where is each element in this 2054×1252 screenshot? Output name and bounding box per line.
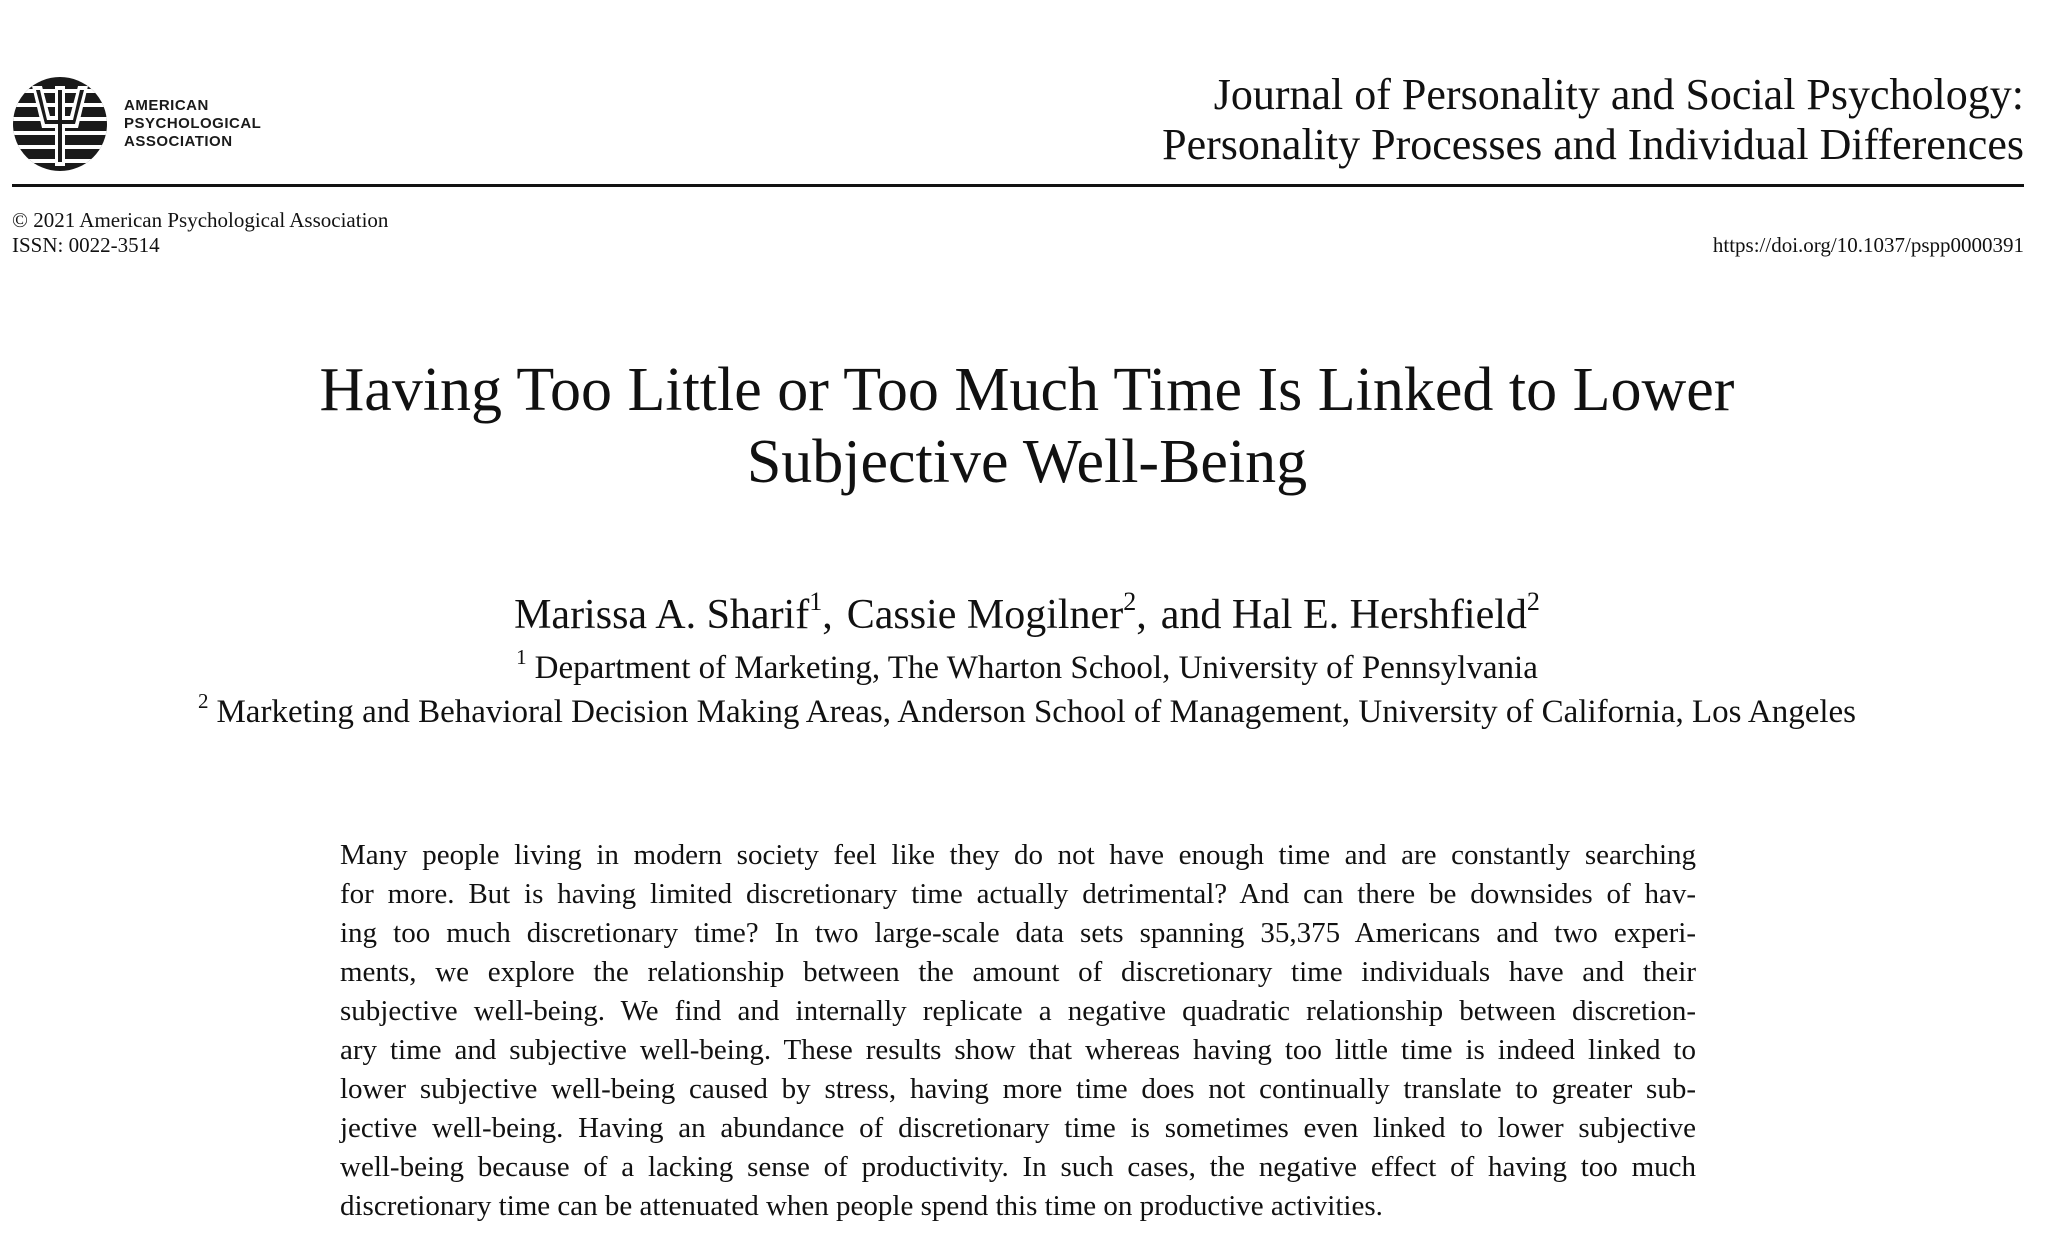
affiliation-marker: 1 (516, 645, 527, 669)
logo-line-1: AMERICAN (124, 97, 209, 114)
logo-wordmark (124, 97, 261, 151)
author-affiliation-marker: 2 (1526, 587, 1540, 616)
author-affiliation-marker: 2 (1123, 587, 1137, 616)
author-name: Cassie Mogilner (846, 592, 1124, 638)
logo-line-2: PSYCHOLOGICAL (124, 115, 262, 132)
abstract-line: discretionary time can be attenuated when people spend this time on productive activities. (340, 1190, 1383, 1222)
doi-link[interactable]: https://doi.org/10.1037/pspp0000391 (1712, 233, 2024, 257)
issn: ISSN: 0022-3514 (12, 233, 160, 257)
journal-name (1162, 70, 2024, 170)
abstract-line: lower subjective well-being caused by stress, having more time does not continually translate to greater sub- (340, 1073, 1696, 1105)
abstract-line: for more. But is having limited discretionary time actually detrimental? And can there be downsides of hav- (340, 878, 1696, 910)
abstract-line: jective well-being. Having an abundance of discretionary time is sometimes even linked to lower subjective (340, 1112, 1696, 1144)
abstract-line: well-being because of a lacking sense of productivity. In such cases, the negative effect of having too much (340, 1151, 1696, 1183)
abstract-line: ary time and subjective well-being. These results show that whereas having too little time is indeed linked to (340, 1034, 1696, 1066)
title-line-2: Subjective Well-Being (746, 428, 1308, 496)
abstract-line: subjective well-being. We find and internally replicate a negative quadratic relationship between discretion- (340, 995, 1696, 1027)
journal-line-2: Personality Processes and Individual Differences (1162, 120, 2024, 169)
author-name: Marissa A. Sharif (514, 592, 810, 638)
abstract-line: ing too much discretionary time? In two large-scale data sets spanning 35,375 Americans and two experi- (340, 917, 1696, 949)
abstract-line: Many people living in modern society feel like they do not have enough time and are constantly searching (340, 839, 1696, 871)
abstract (340, 836, 1696, 1226)
apa-logo (12, 76, 261, 172)
author-separator: , (1136, 592, 1147, 638)
affiliation-text: Department of Marketing, The Wharton School, University of Pennsylvania (534, 650, 1538, 686)
affiliation-1 (0, 645, 2054, 691)
article-title (0, 354, 2054, 498)
affiliation-2 (0, 689, 2054, 735)
author-list (0, 587, 2054, 645)
title-line-1: Having Too Little or Too Much Time Is Linked to Lower (319, 356, 1735, 424)
affiliation-text: Marketing and Behavioral Decision Making Areas, Anderson School of Management, University of California, Los Angeles (216, 694, 1857, 730)
header-divider (12, 184, 2024, 187)
author-name: and Hal E. Hershfield (1160, 592, 1527, 638)
affiliation-marker: 2 (197, 689, 209, 713)
author-separator: , (822, 592, 833, 638)
abstract-line: ments, we explore the relationship between the amount of discretionary time individuals have and their (340, 956, 1696, 988)
journal-line-1: Journal of Personality and Social Psychology: (1213, 70, 2024, 119)
copyright: © 2021 American Psychological Association (12, 208, 389, 232)
logo-line-3: ASSOCIATION (124, 133, 233, 150)
publication-meta (12, 208, 388, 258)
author-affiliation-marker: 1 (809, 587, 823, 616)
apa-psi-logo-icon (12, 76, 108, 172)
